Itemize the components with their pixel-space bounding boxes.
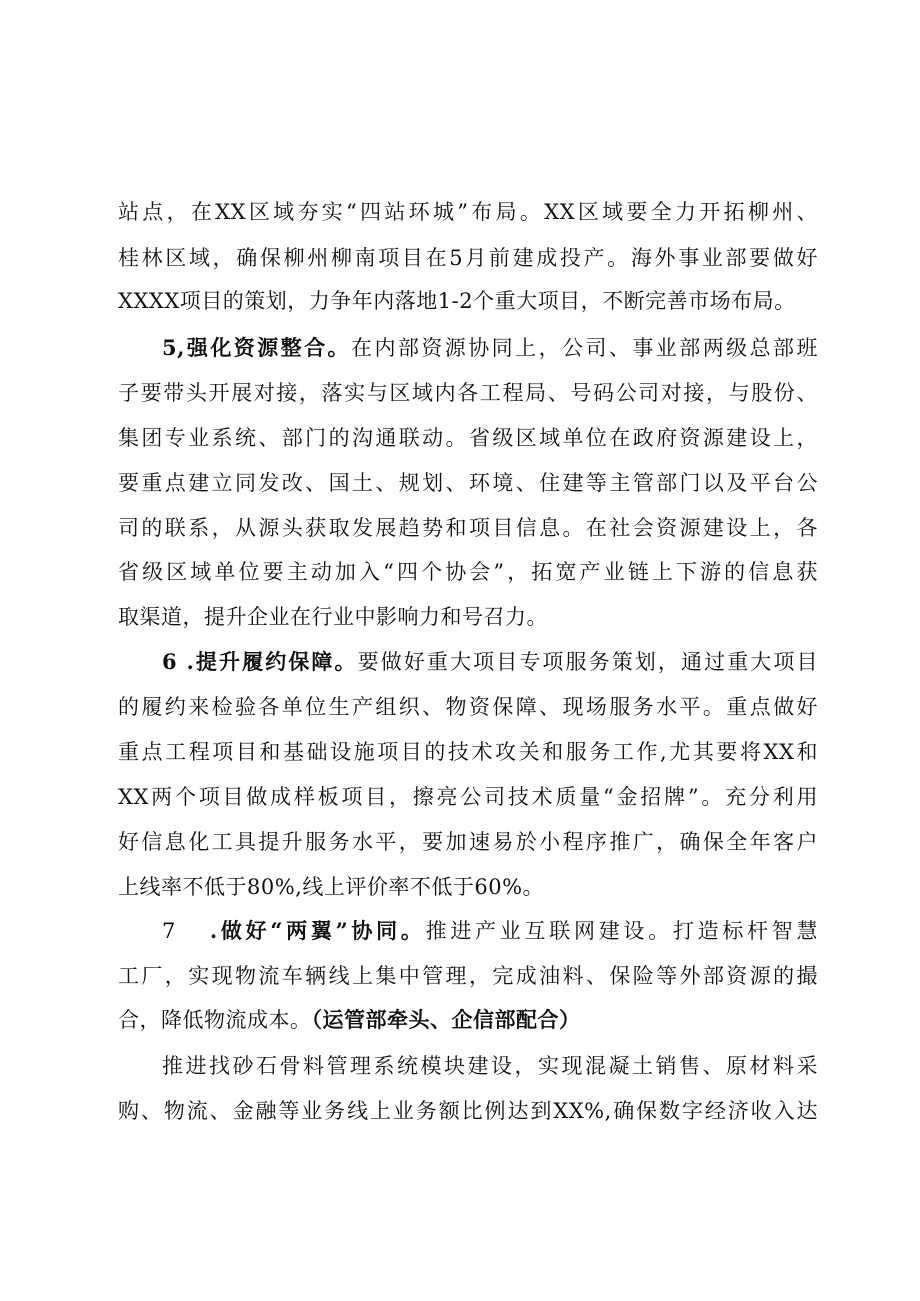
paragraph-text: 合，降低物流成本。 [118, 1008, 312, 1032]
paragraph-line: 站点，在XX区域夯实“四站环城”布局。XX区域要全力开拓柳州、 [118, 200, 818, 224]
section-heading: 6 .提升履约保障。 [162, 649, 358, 674]
paragraph-line: 工厂，实现物流车辆线上集中管理，完成油料、保险等外部资源的撮 [118, 964, 818, 988]
paragraph-line: 要重点建立同发改、国土、规划、环境、住建等主管部门以及平台公 [118, 471, 818, 495]
paragraph-line: 推进找砂石骨料管理系统模块建设，实现混凝土销售、原材料采 [162, 1054, 818, 1078]
paragraph-line: 子要带头开展对接，落实与区域内各工程局、号码公司对接，与股份、 [118, 381, 818, 405]
paragraph-line: XX两个项目做成样板项目，擦亮公司技术质量“金招牌”。充分利用 [118, 785, 818, 809]
paragraph-line [118, 1005, 818, 1035]
paragraph-line: 好信息化工具提升服务水平，要加速易於小程序推广，确保全年客户 [118, 830, 818, 854]
paragraph-line: 省级区域单位要主动加入“四个协会”，拓宽产业链上下游的信息获 [118, 560, 818, 584]
paragraph-line: 重点工程项目和基础设施项目的技术攻关和服务工作,尤其要将XX和 [118, 740, 818, 764]
responsibility-note: （运管部牵头、企信部配合） [311, 1007, 581, 1032]
paragraph-line: 的履约来检验各单位生产组织、物资保障、现场服务水平。重点做好 [118, 695, 818, 719]
paragraph-line: 桂林区域，确保柳州柳南项目在5月前建成投产。海外事业部要做好 [118, 246, 818, 270]
section-heading: .做好“两翼”协同。 [209, 918, 426, 943]
paragraph-line [162, 333, 818, 363]
paragraph-line [162, 916, 818, 946]
paragraph-line: XXXX项目的策划，力争年内落地1-2个重大项目，不断完善市场布局。 [118, 289, 796, 313]
paragraph-text: 要做好重大项目专项服务策划，通过重大项目 [357, 650, 818, 674]
paragraph-line: 购、物流、金融等业务线上业务额比例达到XX%,确保数字经济收入达 [118, 1099, 818, 1123]
section-heading: 5,强化资源整合。 [162, 335, 351, 360]
paragraph-line: 集团专业系统、部门的沟通联动。省级区域单位在政府资源建设上， [118, 426, 818, 450]
section-number: 7 [162, 919, 176, 943]
paragraph-line: 取渠道，提升企业在行业中影响力和号召力。 [118, 605, 548, 629]
paragraph-line: 司的联系，从源头获取发展趋势和项目信息。在社会资源建设上，各 [118, 516, 818, 540]
paragraph-line: 上线率不低于80%,线上评价率不低于60%。 [118, 875, 545, 899]
paragraph-text: 推进产业互联网建设。打造标杆智慧 [425, 919, 819, 943]
paragraph-line [162, 647, 818, 677]
paragraph-text: 在内部资源协同上，公司、事业部两级总部班 [351, 336, 818, 360]
